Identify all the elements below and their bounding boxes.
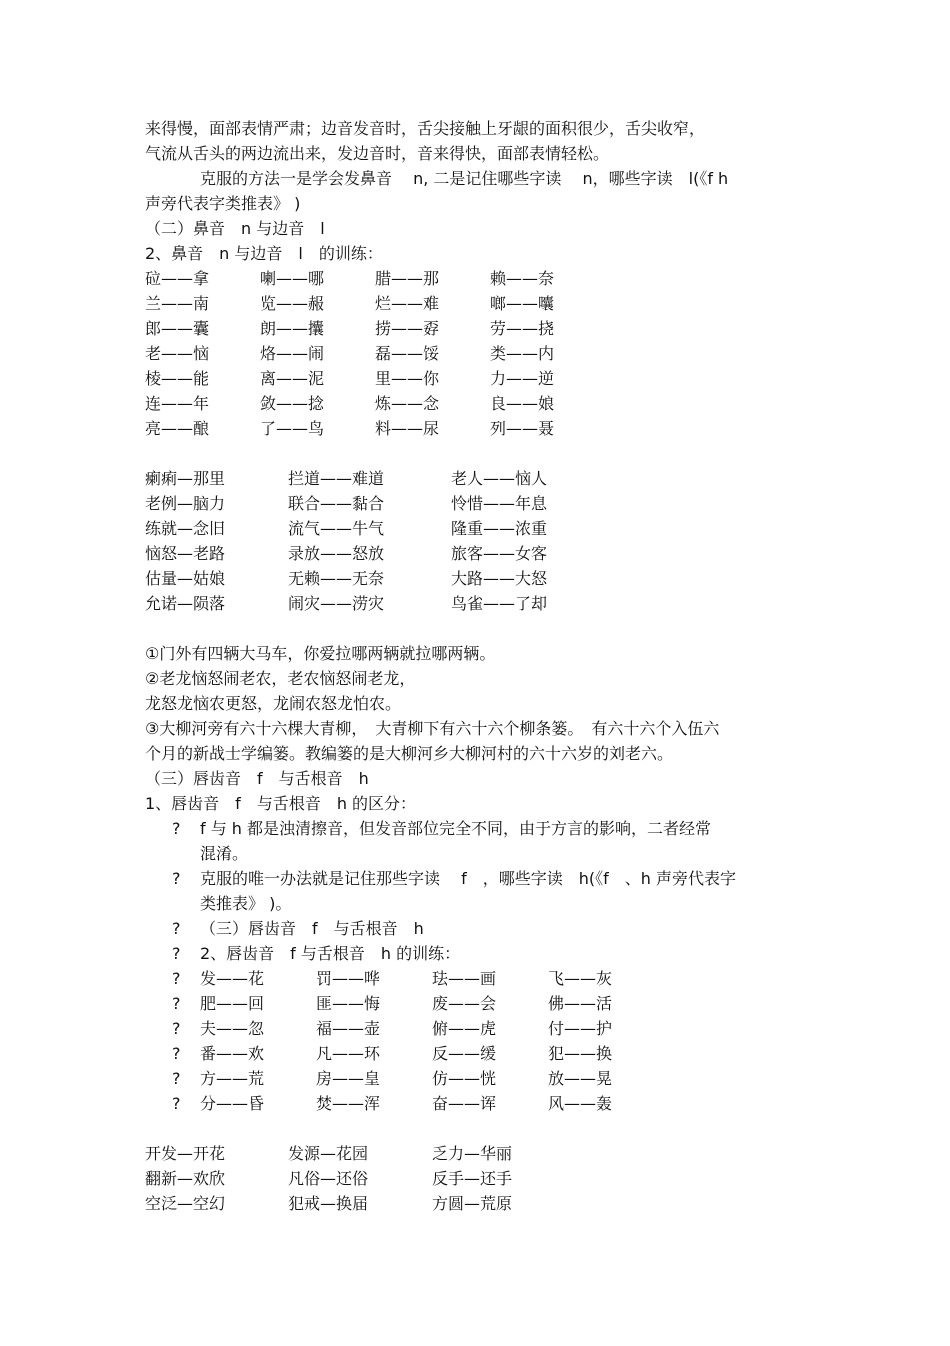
twister-line: ③大柳河旁有六十六棵大青柳， 大青柳下有六十六个柳条篓。 有六十六个入伍六 — [145, 719, 720, 738]
pair: 录放——怒放 — [288, 544, 385, 563]
subsection-heading: 1、唇齿音 f 与舌根音 h 的区分： — [145, 794, 417, 813]
pair: 料——尿 — [375, 419, 440, 438]
pair: 敛——捻 — [260, 394, 325, 413]
pair: 无赖——无奈 — [288, 569, 385, 588]
pair: 福——壶 — [316, 1019, 381, 1038]
bullet-text: （三）唇齿音 f 与舌根音 h — [200, 919, 424, 938]
bullet-mark: ? — [172, 1069, 181, 1088]
pair: 磊——馁 — [375, 344, 440, 363]
pair: 恼怒—老路 — [145, 544, 226, 563]
pair: 允诺—陨落 — [145, 594, 226, 613]
pair: 风——轰 — [548, 1094, 613, 1113]
pair: 犯戒—换届 — [288, 1194, 369, 1213]
pair: 奋——诨 — [432, 1094, 497, 1113]
pair: 练就—念旧 — [145, 519, 226, 538]
pair: 烙——闹 — [260, 344, 325, 363]
bullet-text: f 与 h 都是浊清擦音，但发音部位完全不同，由于方言的影响，二者经常 — [200, 819, 712, 838]
pair: 估量—姑娘 — [145, 569, 226, 588]
pair: 反——缓 — [432, 1044, 497, 1063]
bullet-mark: ? — [172, 1019, 181, 1038]
twister-line: ①门外有四辆大马车，你爱拉哪两辆就拉哪两辆。 — [145, 644, 496, 663]
pair: 凡俗—还俗 — [288, 1169, 369, 1188]
pair: 佛——活 — [548, 994, 613, 1013]
pair: 旅客——女客 — [451, 544, 548, 563]
pair: 了——鸟 — [260, 419, 325, 438]
pair: 览——赧 — [260, 294, 325, 313]
pair: 俯——虎 — [432, 1019, 497, 1038]
pair: 凡——环 — [316, 1044, 381, 1063]
bullet-mark: ? — [172, 819, 181, 838]
text-line: 克服的方法一是学会发鼻音 n, 二是记住哪些字读 n，哪些字读 l(《f h — [200, 169, 729, 188]
bullet-mark: ? — [172, 1094, 181, 1113]
pair: 捞——孬 — [375, 319, 440, 338]
pair: 力——逆 — [490, 369, 555, 388]
pair: 联合——黏合 — [288, 494, 385, 513]
pair: 鸟雀——了却 — [451, 594, 548, 613]
pair: 夫——忽 — [200, 1019, 265, 1038]
pair: 赖——奈 — [490, 269, 555, 288]
pair: 空泛—空幻 — [145, 1194, 226, 1213]
pair: 废——会 — [432, 994, 497, 1013]
pair: 列——聂 — [490, 419, 555, 438]
pair: 翻新—欢欣 — [145, 1169, 226, 1188]
pair: 珐——画 — [432, 969, 497, 988]
pair: 开发—开花 — [145, 1144, 226, 1163]
twister-line: 个月的新战士学编篓。教编篓的是大柳河乡大柳河村的六十六岁的刘老六。 — [145, 744, 674, 763]
pair: 啷——囔 — [490, 294, 555, 313]
pair: 郎——囊 — [145, 319, 210, 338]
pair: 飞——灰 — [548, 969, 613, 988]
pair: 方——荒 — [200, 1069, 265, 1088]
bullet-text: 2、唇齿音 f 与舌根音 h 的训练： — [200, 944, 461, 963]
pair: 拦道——难道 — [288, 469, 385, 488]
twister-line: ②老龙恼怒闹老农，老农恼怒闹老龙， — [145, 669, 416, 688]
pair: 仿——恍 — [432, 1069, 497, 1088]
pair: 老人——恼人 — [451, 469, 548, 488]
pair: 连——年 — [145, 394, 210, 413]
pair: 大路——大怒 — [451, 569, 548, 588]
pair: 隆重——浓重 — [451, 519, 548, 538]
bullet-mark: ? — [172, 969, 181, 988]
text-line: 声旁代表字类推表》 ) — [145, 194, 301, 213]
pair: 老例—脑力 — [145, 494, 226, 513]
bullet-mark: ? — [172, 869, 181, 888]
pair: 付——护 — [548, 1019, 613, 1038]
bullet-text: 克服的唯一办法就是记住那些字读 f ，哪些字读 h(《f 、h 声旁代表字 — [200, 869, 736, 888]
pair: 喇——哪 — [260, 269, 325, 288]
bullet-mark: ? — [172, 1044, 181, 1063]
pair: 匪——悔 — [316, 994, 381, 1013]
pair: 里——你 — [375, 369, 440, 388]
text-line: 来得慢，面部表情严肃；边音发音时，舌尖接触上牙龈的面积很少，舌尖收窄， — [145, 119, 706, 138]
pair: 方圆—荒原 — [432, 1194, 513, 1213]
pair: 番——欢 — [200, 1044, 265, 1063]
pair: 房——皇 — [316, 1069, 381, 1088]
pair: 肥——回 — [200, 994, 265, 1013]
pair: 流气——牛气 — [288, 519, 385, 538]
pair: 棱——能 — [145, 369, 210, 388]
pair: 焚——浑 — [316, 1094, 381, 1113]
pair: 瘌痢—那里 — [145, 469, 226, 488]
pair: 离——泥 — [260, 369, 325, 388]
pair: 反手—还手 — [432, 1169, 513, 1188]
bullet-mark: ? — [172, 919, 181, 938]
pair: 腊——那 — [375, 269, 440, 288]
bullet-mark: ? — [172, 994, 181, 1013]
section-heading: （二）鼻音 n 与边音 l — [145, 219, 325, 238]
subsection-heading: 2、鼻音 n 与边音 l 的训练： — [145, 244, 383, 263]
pair: 良——娘 — [490, 394, 555, 413]
pair: 朗——攮 — [260, 319, 325, 338]
pair: 兰——南 — [145, 294, 210, 313]
pair: 乏力—华丽 — [432, 1144, 513, 1163]
pair: 放——晃 — [548, 1069, 613, 1088]
twister-line: 龙怒龙恼农更怒，龙闹农怒龙怕农。 — [145, 694, 402, 713]
pair: 怜惜——年息 — [451, 494, 548, 513]
pair: 类——内 — [490, 344, 555, 363]
pair: 罚——哗 — [316, 969, 381, 988]
pair: 劳——挠 — [490, 319, 555, 338]
bullet-text: 混淆。 — [200, 844, 249, 863]
pair: 亮——酿 — [145, 419, 210, 438]
bullet-text: 类推表》 )。 — [200, 894, 292, 913]
pair: 闹灾——涝灾 — [288, 594, 385, 613]
pair: 发——花 — [200, 969, 265, 988]
pair: 炼——念 — [375, 394, 440, 413]
pair: 烂——难 — [375, 294, 440, 313]
section-heading: （三）唇齿音 f 与舌根音 h — [145, 769, 369, 788]
pair: 犯——换 — [548, 1044, 613, 1063]
pair: 老——恼 — [145, 344, 210, 363]
pair: 砬——拿 — [145, 269, 210, 288]
pair: 发源—花园 — [288, 1144, 369, 1163]
bullet-mark: ? — [172, 944, 181, 963]
pair: 分——昏 — [200, 1094, 265, 1113]
text-line: 气流从舌头的两边流出来，发边音时，音来得快，面部表情轻松。 — [145, 144, 610, 163]
